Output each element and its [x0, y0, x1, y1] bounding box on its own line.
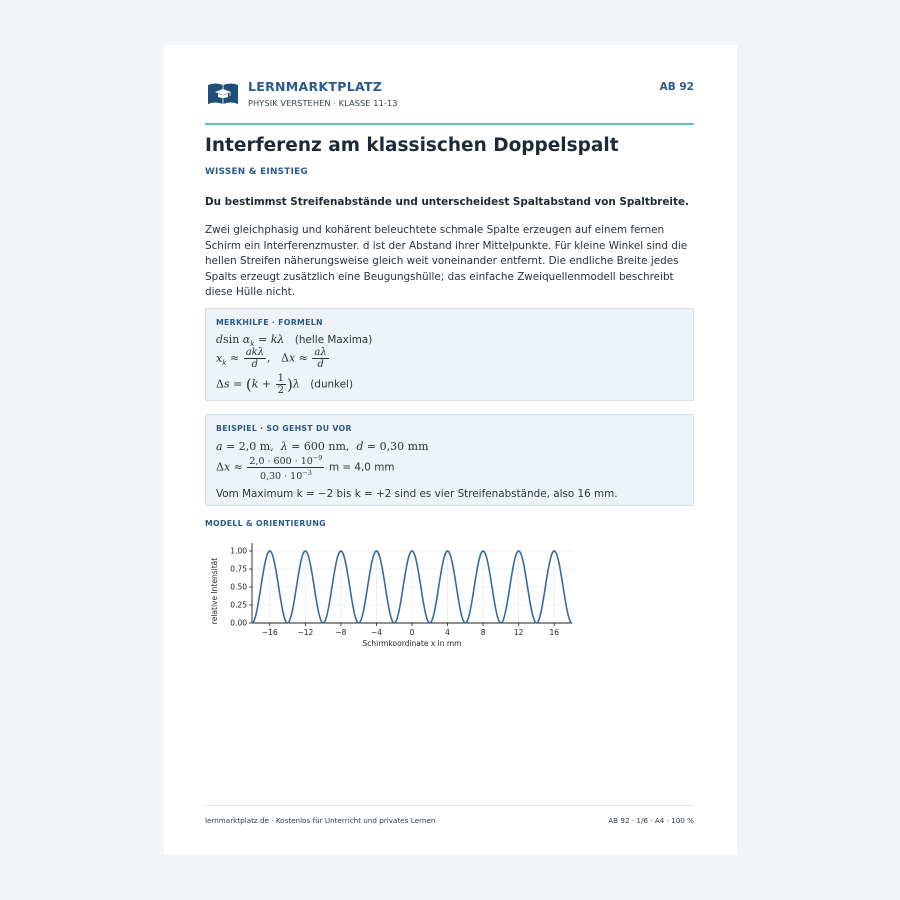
footer-left: lernmarktplatz.de · Kostenlos für Unterricht und privates Lernen — [205, 816, 436, 825]
merkhilfe-heading: MERKHILFE · FORMELN — [216, 318, 323, 327]
page-footer — [205, 805, 694, 836]
page-content — [205, 45, 694, 855]
x-tick-label: −4 — [370, 628, 382, 637]
brand-subtitle: PHYSIK VERSTEHEN · KLASSE 11-13 — [248, 98, 398, 108]
beispiel-box — [205, 414, 694, 506]
example-result: m = 4,0 mm — [328, 461, 395, 474]
x-axis-label: Schirmkoordinate x in mm — [362, 639, 462, 648]
formula-maxima-note: (helle Maxima) — [294, 334, 373, 346]
body-paragraph: Zwei gleichphasig und kohärent beleuchtete schmale Spalte erzeugen auf einem fernen Schirm ein Interferenzmuster. d ist der Abstand ihrer Mittelpunkte. Für kleine Winkel sind die hellen Streifen näherungsweise gleich weit voneinander entfernt. Die endliche Breite jedes Spalts erzeugt zusätzlich eine Beugungshülle; das einfache Zweiquellenmodell beschreibt diese Hülle nicht. — [205, 224, 688, 298]
example-given-values: a = 2,0 m, λ = 600 nm, d = 0,30 mm — [216, 440, 429, 453]
example-calculation: Δx ≈ $\frac{2,0 \cdot 600 \cdot 10^{-9}}{0,30 \cdot 10^{-3}}$ m = 4,0 mm — [216, 454, 395, 483]
book-mortarboard-icon — [207, 81, 239, 107]
y-axis-label: relative Intensität — [210, 557, 219, 625]
worksheet-page — [164, 45, 737, 855]
y-tick-label: 0.00 — [230, 618, 247, 628]
x-tick-label: 16 — [549, 628, 559, 637]
example-note: Vom Maximum k = −2 bis k = +2 sind es vier Streifenabstände, also 16 mm. — [216, 488, 618, 500]
formula-dark: Δs = (k + $\frac{1}{2}$ )λ (dunkel) — [216, 373, 354, 396]
x-tick-label: −12 — [297, 628, 314, 637]
x-tick-label: 4 — [445, 628, 450, 637]
y-tick-label: 0.75 — [230, 564, 247, 574]
y-tick-label: 1.00 — [230, 546, 247, 556]
footer-right: AB 92 · 1/6 · A4 · 100 % — [608, 816, 694, 825]
x-tick-label: −8 — [335, 628, 347, 637]
intensity-chart — [197, 536, 577, 656]
brand-name: LERNMARKTPLATZ — [248, 79, 383, 94]
x-tick-label: 12 — [513, 628, 524, 637]
beispiel-heading: BEISPIEL · SO GEHST DU VOR — [216, 424, 352, 433]
y-tick-label: 0.50 — [230, 582, 247, 592]
x-tick-label: −16 — [261, 628, 278, 637]
lead-text: Du bestimmst Streifenabstände und unterscheidest Spaltabstand von Spaltbreite. — [205, 196, 689, 208]
x-tick-label: 0 — [409, 628, 415, 637]
model-tag: MODELL & ORIENTIERUNG — [205, 519, 326, 528]
sheet-id: AB 92 — [659, 81, 694, 93]
section-tag: WISSEN & EINSTIEG — [205, 167, 309, 177]
x-tick-label: 8 — [480, 628, 486, 637]
formula-maxima: dsin $\alpha_k = k\lambda$ (helle Maxima) — [216, 333, 373, 349]
y-tick-label: 0.25 — [230, 600, 247, 610]
merkhilfe-box — [205, 308, 694, 401]
formula-position: $x_k$ ≈ $\frac{\text{akλ}}{d}$ , Δx ≈ $\frac{a\lambda}{d}$ — [216, 347, 327, 370]
formula-dark-note: (dunkel) — [310, 378, 354, 391]
page-title: Interferenz am klassischen Doppelspalt — [205, 135, 619, 156]
page-header — [205, 79, 694, 125]
